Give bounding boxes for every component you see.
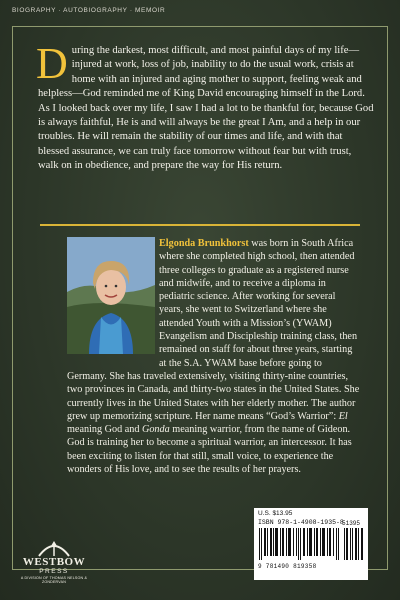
price-label: U.S. $13.95 [258, 510, 293, 517]
barcode-bars [258, 528, 342, 560]
publisher-logo [14, 540, 94, 590]
bio-text-1: was born in South Africa where she completed high school, then attended three colleges to graduate as a registered nurse and midwife, and to receive a diploma in pediatric science. After working for several years, she went to Switzerland where she attended Youth with a Mission’s (YWAM) Evangelism and Discipleship training class, then remained on staff for about three years, starting at the S.A. YWAM base before going to Germany. She has traveled extensively, visiting thirty-nine countries, two provinces in Canada, and thirty-two states in the United States. She currently lives in the United States with her elderly mother. The author grew up memorizing scripture. Her name means “God’s Warrior”: [67, 238, 360, 422]
bio-gonda: Gonda [141, 424, 170, 436]
back-cover-quote [36, 39, 374, 174]
photo-wrap-space [67, 237, 159, 357]
publisher-brand: WESTBOW [22, 556, 86, 568]
publisher-division: A DIVISION OF THOMAS NELSON & ZONDERVAN [20, 576, 88, 584]
addon-number: 51395 [342, 520, 361, 527]
bio-el: El [338, 410, 348, 422]
publisher-press: PRESS [39, 568, 69, 575]
addon-barcode-bars [344, 528, 364, 560]
isbn-label: ISBN 978-1-4908-1935-8 [258, 519, 344, 526]
category-label: BIOGRAPHY · AUTOBIOGRAPHY · MEMOIR [12, 7, 166, 14]
gold-divider [40, 224, 360, 226]
author-name: Elgonda Brunkhorst [159, 238, 249, 249]
quote-text: uring the darkest, most difficult, and most painful days of my life—injured at work, loss of job, inability to do the usual work, crisis at home with an injured and aging mother to support, feeling weak and helpless—God reminded me of King David encouraging himself in the Lord. As I looked back over my life, I saw I had a lot to be thankful for, because God is always faithful, He is and will always be the great I Am, and a help in our troubles. He will remain the stability of our times and life, and with that blessed assurance, we can truly face tomorrow without fear but with trust, walk on in obedience, and prepare the way for His return. [38, 45, 374, 172]
drop-cap: D [36, 39, 68, 88]
bio-text-3: meaning warrior, from the name of Gideon. God is training her to become a spiritual warrior, an intercessor. It has been exciting to listen for that still, small voice, to experience the wonders of His love, and to see the results of her prayers. [67, 424, 352, 476]
barcode-panel [254, 508, 368, 580]
bio-text-2: meaning God and [67, 424, 142, 436]
author-bio [67, 237, 362, 476]
barcode-number: 9 781490 819358 [258, 563, 317, 570]
